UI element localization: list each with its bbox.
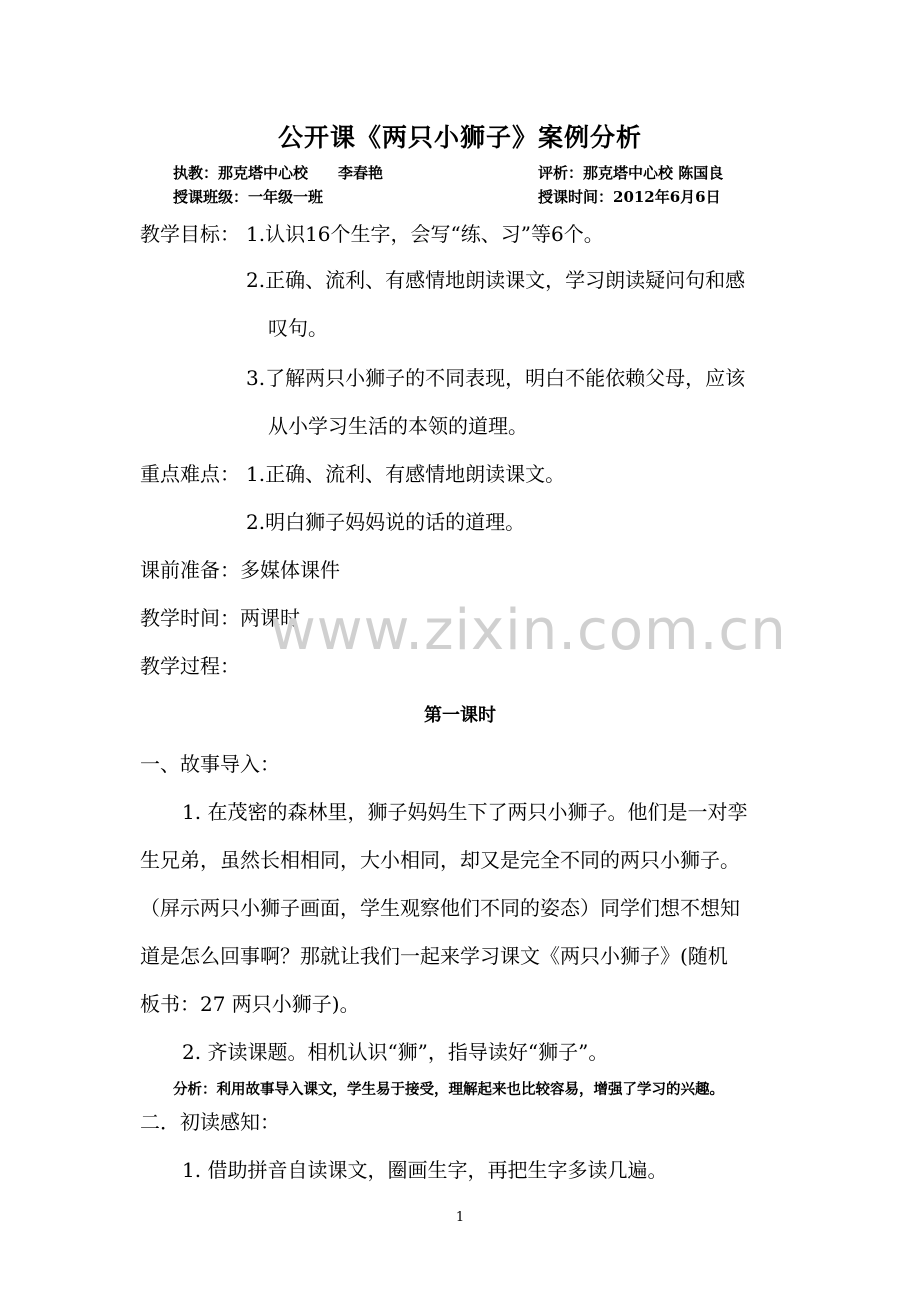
section-1-paragraph-line: 1. 在茂密的森林里，狮子妈妈生下了两只小狮子。他们是一对孪 [182, 800, 748, 824]
process-label: 教学过程： [140, 654, 240, 678]
date-info: 授课时间：2012年6月6日 [538, 188, 721, 206]
section-2-heading: 二．初读感知： [140, 1110, 280, 1134]
watermark: www.zixin.com.cn [270, 598, 787, 663]
objective-2-line-1: 2.正确、流利、有感情地朗读课文，学习朗读疑问句和感 [246, 268, 746, 292]
page-number: 1 [455, 1210, 465, 1225]
key-point-1: 1.正确、流利、有感情地朗读课文。 [246, 462, 566, 486]
section-1-paragraph-2: 2. 齐读课题。相机认识“狮”，指导读好“狮子”。 [182, 1040, 609, 1064]
key-points-label: 重点难点： [140, 462, 240, 486]
section-1-paragraph-line: 生兄弟，虽然长相相同，大小相同，却又是完全不同的两只小狮子。 [140, 848, 740, 872]
objectives-label: 教学目标： [140, 222, 240, 246]
section-1-heading: 一、故事导入： [140, 752, 280, 776]
section-1-paragraph-line: 板书：27 两只小狮子)。 [140, 992, 360, 1016]
section-1-paragraph-line: 道是怎么回事啊？那就让我们一起来学习课文《两只小狮子》(随机 [140, 944, 728, 968]
objective-3-line-2: 从小学习生活的本领的道理。 [268, 414, 528, 438]
preparation: 课前准备：多媒体课件 [140, 558, 340, 582]
teaching-time: 教学时间：两课时 [140, 606, 300, 630]
analysis-note: 分析：利用故事导入课文，学生易于接受，理解起来也比较容易，增强了学习的兴趣。 [173, 1081, 724, 1098]
section-1-paragraph-line: （屏示两只小狮子画面，学生观察他们不同的姿态）同学们想不想知 [140, 896, 740, 920]
lesson-1-heading: 第一课时 [424, 705, 496, 726]
document-title: 公开课《两只小狮子》案例分析 [277, 123, 642, 152]
teacher-info: 执教：那克塔中心校 李春艳 [173, 164, 384, 182]
section-2-paragraph-1: 1. 借助拼音自读课文，圈画生字，再把生字多读几遍。 [182, 1158, 668, 1182]
evaluator-info: 评析：那克塔中心校 陈国良 [538, 164, 724, 182]
objective-2-line-2: 叹句。 [268, 316, 328, 340]
objective-1: 1.认识16个生字，会写“练、习”等6个。 [246, 222, 604, 246]
objective-3-line-1: 3.了解两只小狮子的不同表现，明白不能依赖父母，应该 [246, 366, 746, 390]
key-point-2: 2.明白狮子妈妈说的话的道理。 [246, 510, 526, 534]
class-info: 授课班级：一年级一班 [173, 188, 324, 206]
